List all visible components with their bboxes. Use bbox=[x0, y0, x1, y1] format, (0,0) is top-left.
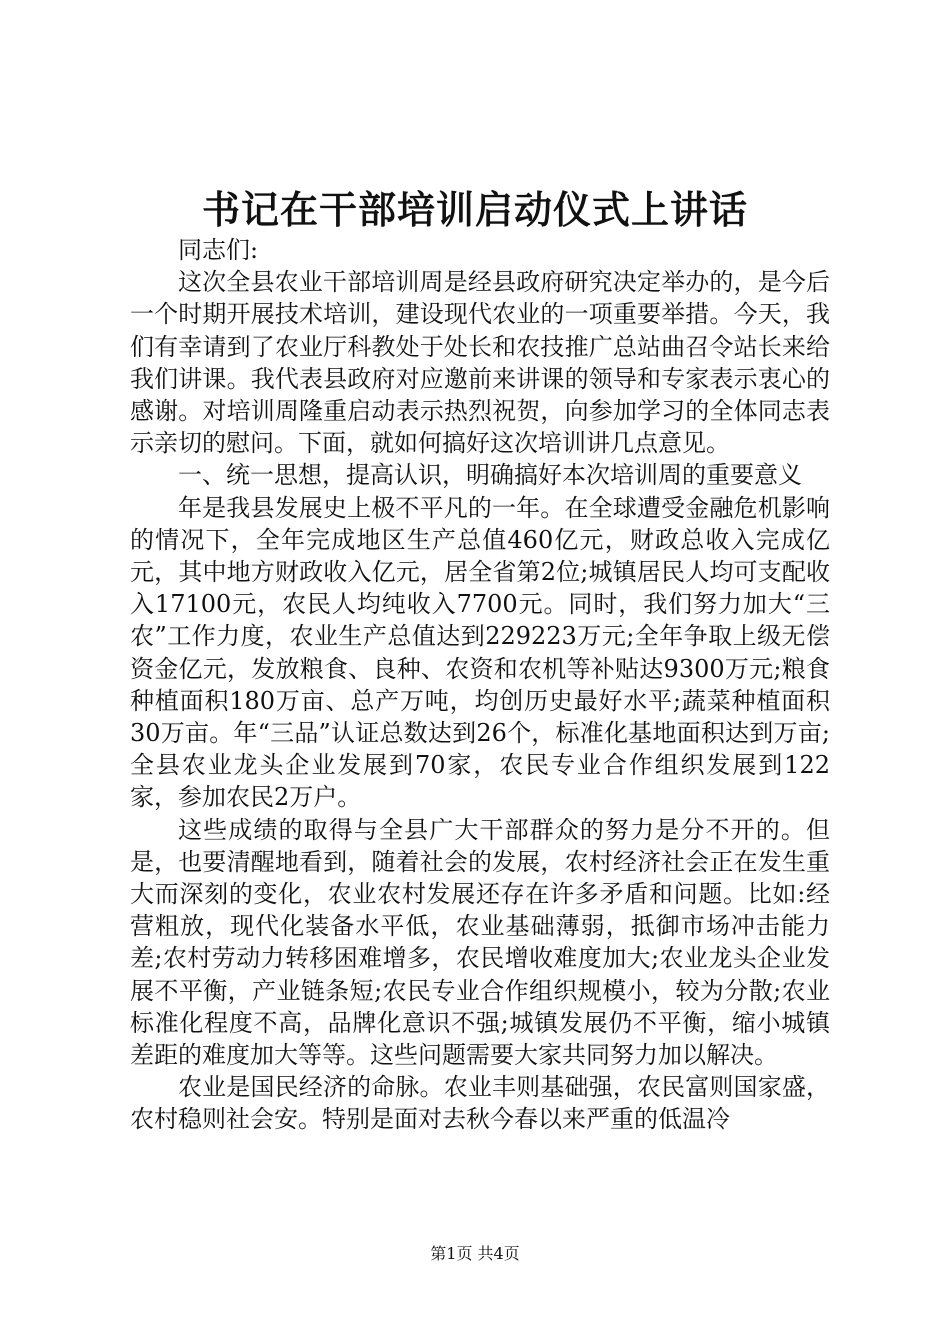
body-paragraph: 这些成绩的取得与全县广大干部群众的努力是分不开的。但是，也要清醒地看到，随着社会的发展，农村经济社会正在发生重大而深刻的变化，农业农村发展还存在许多矛盾和问题。比如:经营粗放，现代化装备水平低，农业基础薄弱，抵御市场冲击能力差;农村劳动力转移困难增多，农民增收难度加大;农业龙头企业发展不平衡，产业链条短;农民专业合作组织规模小，较为分散;农业标准化程度不高，品牌化意识不强;城镇发展仍不平衡，缩小城镇差距的难度加大等等。这些问题需要大家共同努力加以解决。 bbox=[130, 815, 830, 1070]
body-paragraph: 农业是国民经济的命脉。农业丰则基础强，农民富则国家盛，农村稳则社会安。特别是面对去秋今春以来严重的低温冷 bbox=[130, 1073, 830, 1134]
page-footer: 第1页 共4页 bbox=[430, 1244, 520, 1263]
salutation-paragraph: 同志们: bbox=[178, 236, 259, 264]
body-paragraph: 年是我县发展史上极不平凡的一年。在全球遭受金融危机影响的情况下，全年完成地区生产总值460亿元，财政总收入完成亿元，其中地方财政收入亿元，居全省第2位;城镇居民人均可支配收入17100元，农民人均纯收入7700元。同时，我们努力加大“三农”工作力度，农业生产总值达到229223万元;全年争取上级无偿资金亿元，发放粮食、良种、农资和农机等补贴达9300万元;粮食种植面积180万亩、总产万吨，均创历史最好水平;蔬菜种植面积30万亩。年“三品”认证总数达到26个，标准化基地面积达到万亩;全县农业龙头企业发展到70家，农民专业合作组织发展到122家，参加农民2万户。 bbox=[130, 493, 830, 812]
body-paragraph: 这次全县农业干部培训周是经县政府研究决定举办的，是今后一个时期开展技术培训，建设现代农业的一项重要举措。今天，我们有幸请到了农业厅科教处于处长和农技推广总站曲召令站长来给我们讲课。我代表县政府对应邀前来讲课的领导和专家表示衷心的感谢。对培训周隆重启动表示热烈祝贺，向参加学习的全体同志表示亲切的慰问。下面，就如何搞好这次培训讲几点意见。 bbox=[130, 268, 830, 458]
section-heading: 一、统一思想，提高认识，明确搞好本次培训周的重要意义 bbox=[178, 461, 802, 490]
document-body bbox=[130, 234, 830, 1136]
document-title: 书记在干部培训启动仪式上讲话 bbox=[201, 187, 748, 232]
